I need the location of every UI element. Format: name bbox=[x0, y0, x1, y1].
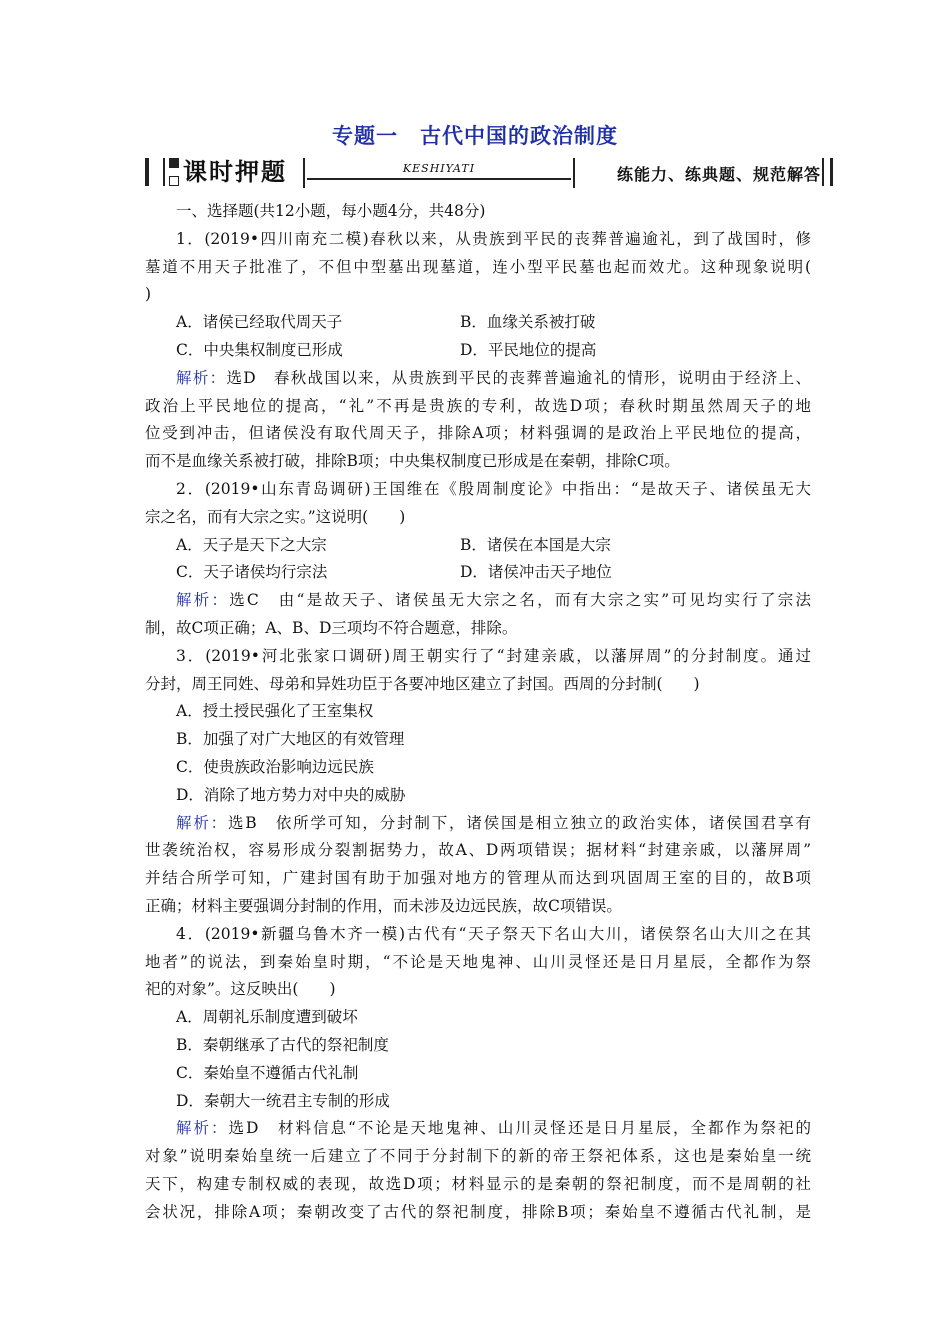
analysis-label: 解析： bbox=[176, 591, 230, 610]
banner-left-bar bbox=[145, 158, 165, 186]
analysis-line bbox=[145, 365, 811, 393]
banner-divider bbox=[303, 158, 305, 188]
option-d: D．平民地位的提高 bbox=[460, 340, 597, 359]
analysis-line bbox=[145, 587, 811, 615]
banner-square-icon bbox=[169, 158, 179, 168]
section-intro: 一、选择题(共12小题，每小题4分，共48分) bbox=[176, 202, 486, 220]
banner-label: 课时押题 bbox=[183, 157, 287, 186]
question-stem-line: 分封，周王同姓、母弟和异姓功臣于各要冲地区建立了封国。西周的分封制( ) bbox=[145, 674, 700, 693]
analysis-label: 解析： bbox=[176, 1119, 229, 1138]
option-c: C．使贵族政治影响边远民族 bbox=[176, 757, 374, 776]
question-body bbox=[145, 198, 811, 1226]
analysis-line: 对象”说明秦始皇统一后建立了不同于分封制下的新的帝王祭祀体系，这也是秦始皇一统 bbox=[145, 1147, 811, 1166]
question-stem-line: 2．(2019•山东青岛调研)王国维在《殷周制度论》中指出：“是故天子、诸侯虽无大 bbox=[176, 479, 811, 498]
question-stem-line: 地者”的说法，到秦始皇时期，“不论是天地鬼神、山川灵怪还是日月星辰，全都作为祭 bbox=[145, 952, 811, 971]
analysis-line bbox=[145, 1115, 811, 1143]
option-c: C．秦始皇不遵循古代礼制 bbox=[176, 1063, 359, 1082]
option-b: B．加强了对广大地区的有效管理 bbox=[176, 730, 405, 749]
question-stem-line: 墓道不用天子批准了，不但中型墓出现墓道，连小型平民墓也起而效尤。这种现象说明( bbox=[145, 257, 811, 276]
analysis-line: 世袭统治权，容易形成分裂割据势力，故A、D两项错误；据材料“封建亲戚，以藩屏周” bbox=[145, 841, 811, 860]
option-a: A．诸侯已经取代周天子 bbox=[176, 313, 343, 332]
option-d: D．诸侯冲击天子地位 bbox=[460, 563, 612, 582]
analysis-text: 选D 材料信息“不论是天地鬼神、山川灵怪还是日月星辰，全都作为祭祀的 bbox=[228, 1119, 811, 1138]
banner-code: KESHIYATI bbox=[402, 162, 476, 175]
analysis-text: 选D 春秋战国以来，从贵族到平民的丧葬普遍逾礼的情形，说明由于经济上、 bbox=[226, 368, 811, 387]
option-d: D．消除了地方势力对中央的威胁 bbox=[176, 785, 406, 804]
banner-rule bbox=[307, 178, 571, 180]
analysis-line: 制，故C项正确；A、B、D三项均不符合题意，排除。 bbox=[145, 618, 518, 637]
option-a: A．授土授民强化了王室集权 bbox=[176, 702, 374, 721]
question-1 bbox=[145, 226, 811, 476]
option-c: C．中央集权制度已形成 bbox=[176, 340, 343, 359]
analysis-label: 解析： bbox=[176, 813, 228, 832]
option-a: A．天子是天下之大宗 bbox=[176, 535, 327, 554]
question-2 bbox=[145, 476, 811, 643]
banner-right-bar bbox=[822, 158, 833, 186]
question-stem-line: 3．(2019•河北张家口调研)周王朝实行了“封建亲戚，以藩屏周”的分封制度。通过 bbox=[176, 646, 811, 665]
analysis-line: 位受到冲击，但诸侯没有取代周天子，排除A项；材料强调的是政治上平民地位的提高， bbox=[145, 424, 811, 443]
option-b: B．诸侯在本国是大宗 bbox=[460, 535, 611, 554]
analysis-text: 选B 依所学可知，分封制下，诸侯国是相立独立的政治实体，诸侯国君享有 bbox=[227, 813, 811, 832]
question-stem-line: 1．(2019•四川南充二模)春秋以来，从贵族到平民的丧葬普遍逾礼，到了战国时，修 bbox=[176, 229, 811, 248]
question-stem-line: 祀的对象”。这反映出( ) bbox=[145, 980, 336, 999]
analysis-line: 政治上平民地位的提高，“礼”不再是贵族的专利，故选D项；春秋时期虽然周天子的地 bbox=[145, 396, 811, 415]
banner-divider bbox=[573, 158, 575, 188]
option-row bbox=[145, 559, 811, 587]
question-3 bbox=[145, 643, 811, 921]
analysis-line: 而不是血缘关系被打破，排除B项；中央集权制度已形成是在秦朝，排除C项。 bbox=[145, 452, 680, 471]
question-stem-line: 宗之名，而有大宗之实。”这说明( ) bbox=[145, 507, 406, 526]
option-d: D．秦朝大一统君主专制的形成 bbox=[176, 1091, 390, 1110]
option-row bbox=[145, 337, 811, 365]
banner-slogan: 练能力、练典题、规范解答 bbox=[616, 165, 821, 184]
banner-small-square-icon bbox=[169, 176, 179, 186]
option-c: C．天子诸侯均行宗法 bbox=[176, 563, 328, 582]
section-banner bbox=[145, 156, 833, 190]
analysis-line bbox=[145, 810, 811, 838]
analysis-text: 选C 由“是故天子、诸侯虽无大宗之名，而有大宗之实”可见均实行了宗法 bbox=[229, 591, 811, 610]
analysis-line: 并结合所学可知，广建封国有助于加强对地方的管理从而达到巩固周王室的目的，故B项 bbox=[145, 869, 811, 888]
analysis-line: 会状况，排除A项；秦朝改变了古代的祭祀制度，排除B项；秦始皇不遵循古代礼制，是 bbox=[145, 1202, 811, 1221]
analysis-label: 解析： bbox=[176, 368, 227, 387]
option-row bbox=[145, 309, 811, 337]
option-row bbox=[145, 532, 811, 560]
page-title: 专题一 古代中国的政治制度 bbox=[332, 123, 618, 148]
option-b: B．秦朝继承了古代的祭祀制度 bbox=[176, 1035, 389, 1054]
option-a: A．周朝礼乐制度遭到破坏 bbox=[176, 1008, 358, 1027]
analysis-line: 天下，构建专制权威的表现，故选D项；材料显示的是秦朝的祭祀制度，而不是周朝的社 bbox=[145, 1174, 811, 1193]
question-4 bbox=[145, 921, 811, 1227]
analysis-line: 正确；材料主要强调分封制的作用，而未涉及边远民族，故C项错误。 bbox=[145, 896, 622, 915]
option-b: B．血缘关系被打破 bbox=[460, 313, 596, 332]
question-stem-line: ) bbox=[145, 285, 152, 304]
question-stem-line: 4．(2019•新疆乌鲁木齐一模)古代有“天子祭天下名山大川，诸侯祭名山大川之在其 bbox=[176, 924, 811, 943]
